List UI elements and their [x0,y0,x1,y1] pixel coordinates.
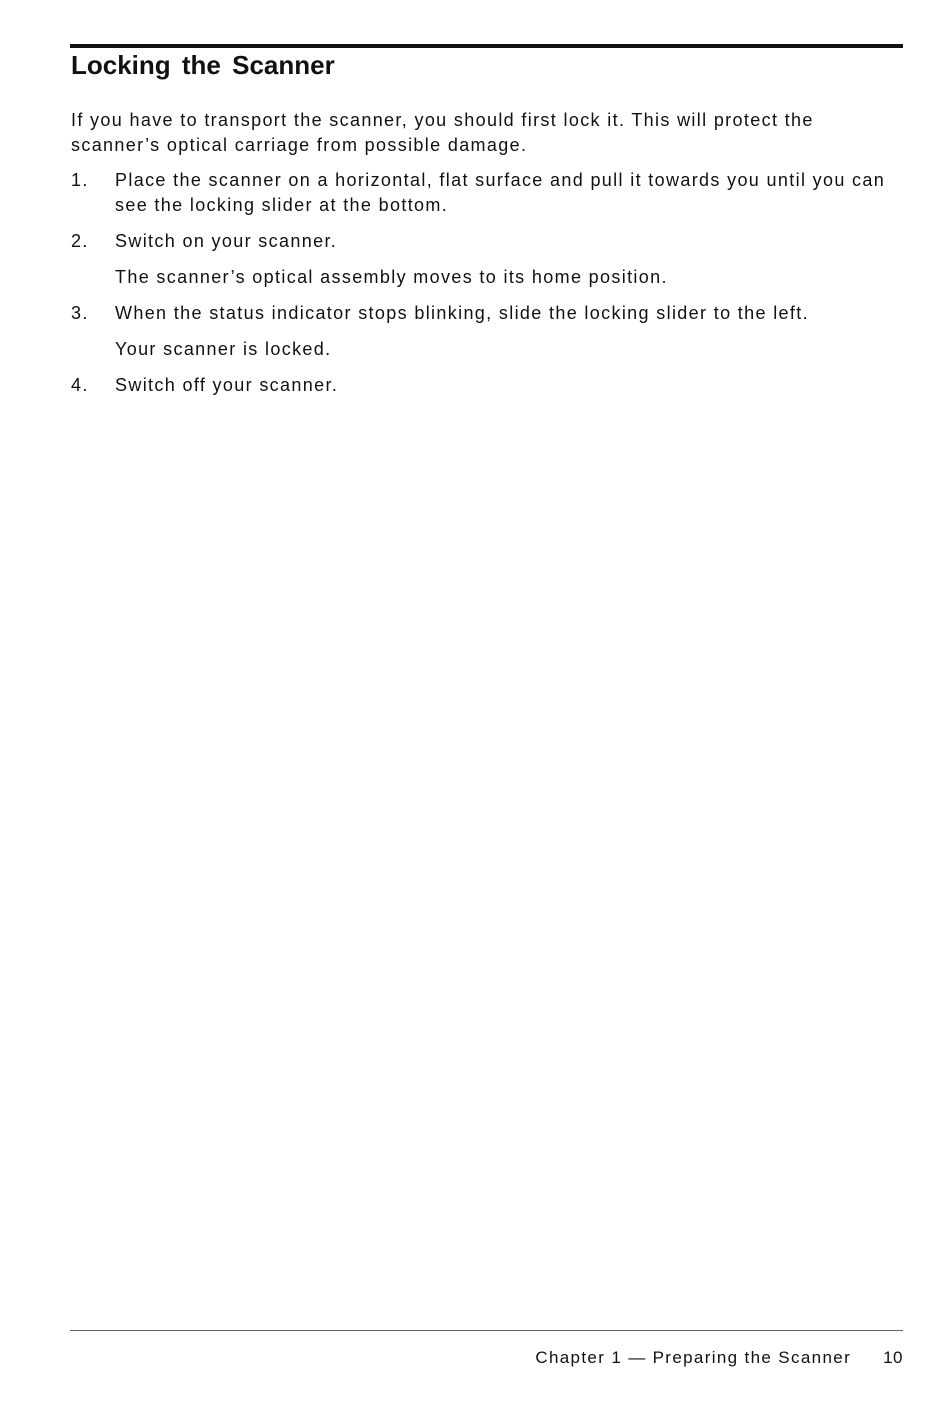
footer-rule [70,1330,903,1331]
step-item [71,168,901,218]
step-result: The scanner’s optical assembly moves to its home position. [115,267,668,287]
step-item [71,301,901,362]
step-text: Place the scanner on a horizontal, flat surface and pull it towards you until you can see the locking slider at the bottom. [115,170,886,215]
page-footer [535,1347,903,1369]
section-heading: Locking the Scanner [71,50,335,80]
step-text: Switch off your scanner. [115,375,339,395]
step-text: Switch on your scanner. [115,231,338,251]
page-number: 10 [883,1348,903,1367]
footer-chapter-title: Chapter 1 — Preparing the Scanner [535,1348,852,1367]
steps-list [71,168,901,409]
step-text: When the status indicator stops blinking, slide the locking slider to the left. [115,303,809,323]
step-item [71,229,901,290]
step-number: 3. [71,303,89,323]
step-number: 2. [71,231,89,251]
step-number: 1. [71,170,89,190]
step-number: 4. [71,375,89,395]
step-item [71,373,901,398]
intro-paragraph: If you have to transport the scanner, you should first lock it. This will protect the scanner’s optical carriage from possible damage. [71,110,814,155]
step-result: Your scanner is locked. [115,339,332,359]
